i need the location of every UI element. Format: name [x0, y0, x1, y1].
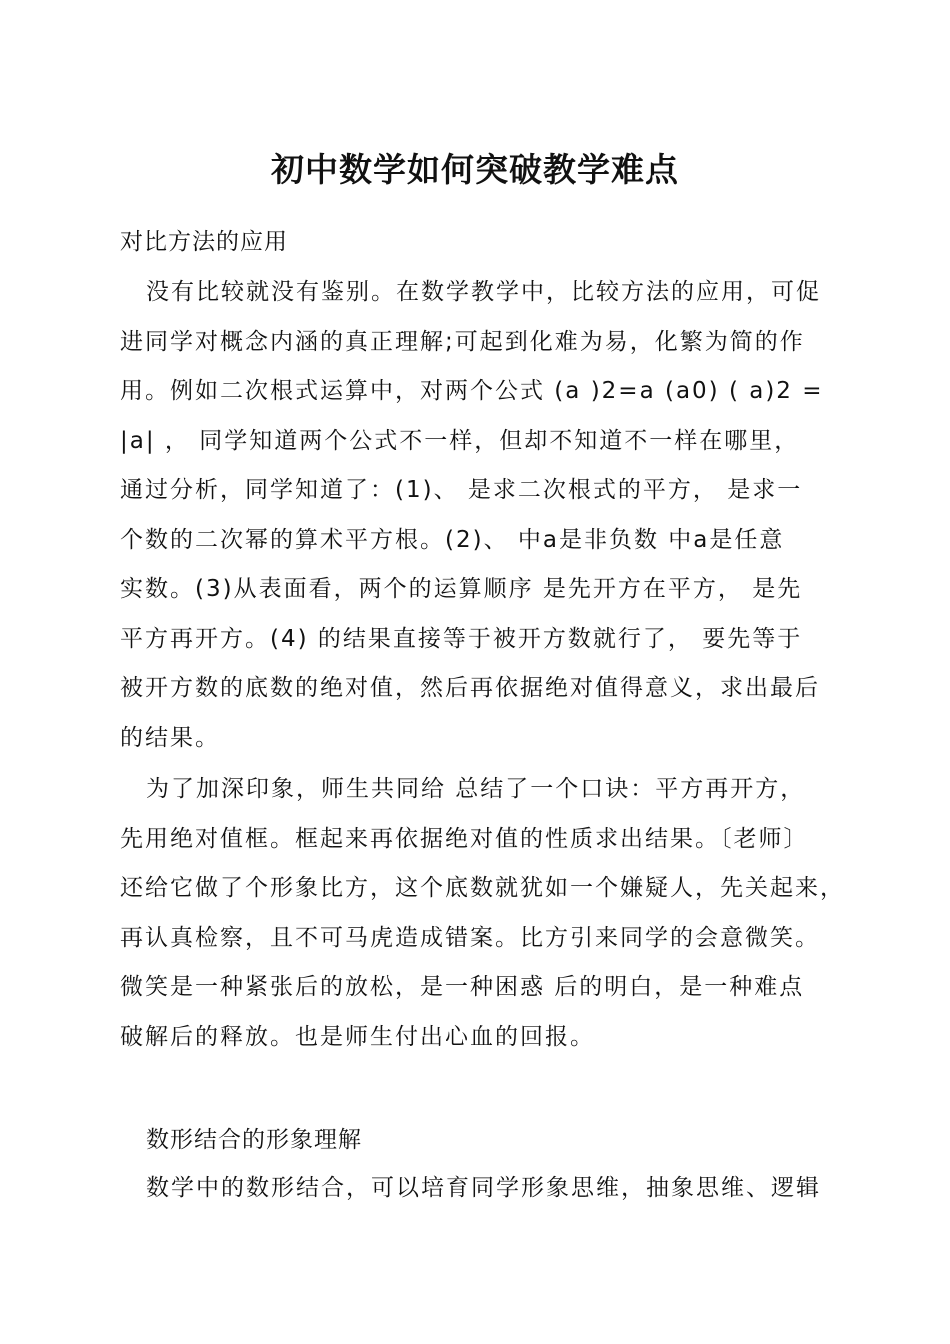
paragraph-line: |a| ， 同学知道两个公式不一样，但却不知道不一样在哪里，: [120, 427, 800, 454]
paragraph-line: 用。例如二次根式运算中，对两个公式 (a )2=a (a0) ( a)2 =: [120, 378, 824, 404]
paragraph-line: 还给它做了个形象比方，这个底数就犹如一个嫌疑人，先关起来，: [120, 875, 845, 901]
paragraph-number-shape: [120, 1164, 850, 1214]
paragraph-line: 再认真检察，且不可马虎造成错案。比方引来同学的会意微笑。: [120, 924, 820, 951]
section-heading-comparison: 对比方法的应用: [120, 229, 288, 255]
paragraph-line: 进同学对概念内涵的真正理解;可起到化难为易，化繁为简的作: [120, 328, 805, 355]
section-heading-number-shape: 数形结合的形象理解: [146, 1127, 362, 1153]
paragraph-line: 被开方数的底数的绝对值，然后再依据绝对值得意义，求出最后: [120, 675, 820, 701]
paragraph-line: 个数的二次幂的算术平方根。(2)、 中a是非负数 中a是任意: [120, 526, 785, 553]
paragraph-line: 破解后的释放。也是师生付出心血的回报。: [120, 1023, 595, 1050]
paragraph-line: 的结果。: [120, 724, 220, 751]
paragraph-line: 微笑是一种紧张后的放松，是一种困惑 后的明白，是一种难点: [120, 974, 805, 1000]
paragraph-mnemonic: [120, 765, 850, 1062]
document-title: 初中数学如何突破教学难点: [271, 150, 679, 189]
paragraph-comparison-method: [120, 268, 850, 763]
paragraph-line: 数学中的数形结合，可以培育同学形象思维，抽象思维、逻辑: [146, 1175, 821, 1201]
paragraph-line: 先用绝对值框。框起来再依据绝对值的性质求出结果。〔老师〕: [120, 825, 809, 852]
paragraph-line: 没有比较就没有鉴别。在数学教学中，比较方法的应用，可促: [146, 279, 821, 305]
paragraph-line: 为了加深印象，师生共同给 总结了一个口诀：平方再开方，: [146, 776, 806, 802]
paragraph-line: 实数。(3)从表面看，两个的运算顺序 是先开方在平方， 是先: [120, 576, 803, 602]
paragraph-line: 平方再开方。(4) 的结果直接等于被开方数就行了， 要先等于: [120, 625, 803, 652]
paragraph-line: 通过分析，同学知道了：(1)、 是求二次根式的平方， 是求一: [120, 477, 803, 503]
